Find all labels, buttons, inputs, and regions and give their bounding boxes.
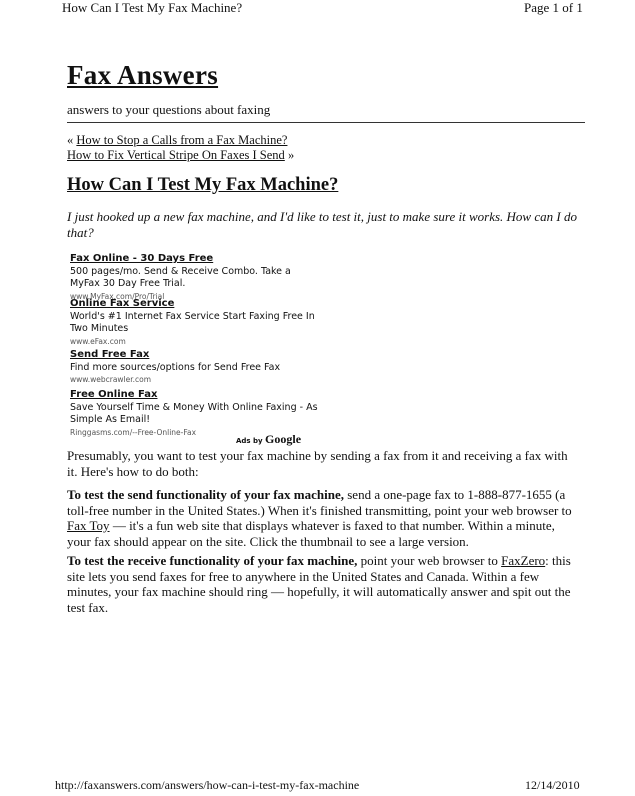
send-test-paragraph [67, 487, 579, 549]
print-header-page: Page 1 of 1 [524, 0, 583, 15]
ad-title-link[interactable]: Fax Online - 30 Days Free [70, 253, 214, 264]
faxzero-link[interactable]: FaxZero [501, 553, 546, 568]
google-logo-text: Google [265, 432, 302, 446]
header-divider [67, 122, 585, 123]
ads-by-google[interactable] [236, 432, 301, 447]
ad-block [70, 298, 320, 348]
receive-test-text-2: : this site lets you send faxes for free to anywhere in the United States and Canada. Within a few minutes, your fax machine should ring — hopefully, it will automatically answer and spit out the test fax. [67, 553, 571, 615]
send-test-text-1: send a one-page fax to 1-888-877-1655 (a toll-free number in the United States.) When it's finished transmitting, point your web browser to [67, 487, 572, 518]
ad-description: 500 pages/mo. Send & Receive Combo. Take a MyFax 30 Day Free Trial. [70, 265, 291, 289]
print-header-title: How Can I Test My Fax Machine? [62, 0, 243, 15]
ad-url[interactable]: Ringgasms.com/--Free-Online-Fax [70, 427, 197, 437]
ad-description: Save Yourself Time & Money With Online Faxing - As Simple As Email! [70, 401, 318, 425]
receive-test-text-1: point your web browser to [357, 553, 502, 568]
next-arrow: » [287, 148, 295, 162]
next-post-link[interactable]: How to Fix Vertical Stripe On Faxes I Send [67, 148, 285, 162]
post-title[interactable]: How Can I Test My Fax Machine? [67, 175, 339, 195]
prev-post-link[interactable]: How to Stop a Calls from a Fax Machine? [76, 133, 288, 147]
site-title[interactable]: Fax Answers [67, 60, 219, 90]
ads-by-label: Ads by [236, 437, 263, 445]
ad-title-link[interactable]: Online Fax Service [70, 298, 175, 309]
ad-description: Find more sources/options for Send Free Fax [70, 361, 281, 373]
ad-url[interactable]: www.MyFax.com/Pro/Trial [70, 291, 165, 301]
post-question: I just hooked up a new fax machine, and I'd like to test it, just to make sure it works. How can I do that? [67, 209, 577, 240]
receive-test-heading: To test the receive functionality of your fax machine, [67, 553, 358, 568]
fax-toy-link[interactable]: Fax Toy [67, 518, 110, 533]
ad-block [70, 349, 320, 387]
send-test-text-2: — it's a fun web site that displays whatever is faxed to that number. Within a minute, your fax should appear on the site. Click the thumbnail to see a large version. [67, 518, 555, 549]
ad-block [70, 253, 320, 303]
nav-next [67, 148, 294, 163]
site-tagline: answers to your questions about faxing [67, 102, 271, 117]
print-footer-date: 12/14/2010 [525, 778, 580, 792]
ad-url[interactable]: www.eFax.com [70, 336, 126, 346]
send-test-heading: To test the send functionality of your fax machine, [67, 487, 344, 502]
ad-title-link[interactable]: Send Free Fax [70, 349, 150, 360]
nav-previous [67, 133, 287, 148]
intro-paragraph: Presumably, you want to test your fax machine by sending a fax from it and receiving a fax with it. Here's how to do both: [67, 448, 568, 479]
prev-arrow: « [67, 133, 74, 147]
ad-description: World's #1 Internet Fax Service Start Faxing Free In Two Minutes [70, 310, 315, 334]
ad-title-link[interactable]: Free Online Fax [70, 389, 158, 400]
receive-test-paragraph [67, 553, 579, 615]
print-footer-url: http://faxanswers.com/answers/how-can-i-test-my-fax-machine [55, 778, 360, 792]
ad-url[interactable]: www.webcrawler.com [70, 375, 152, 384]
